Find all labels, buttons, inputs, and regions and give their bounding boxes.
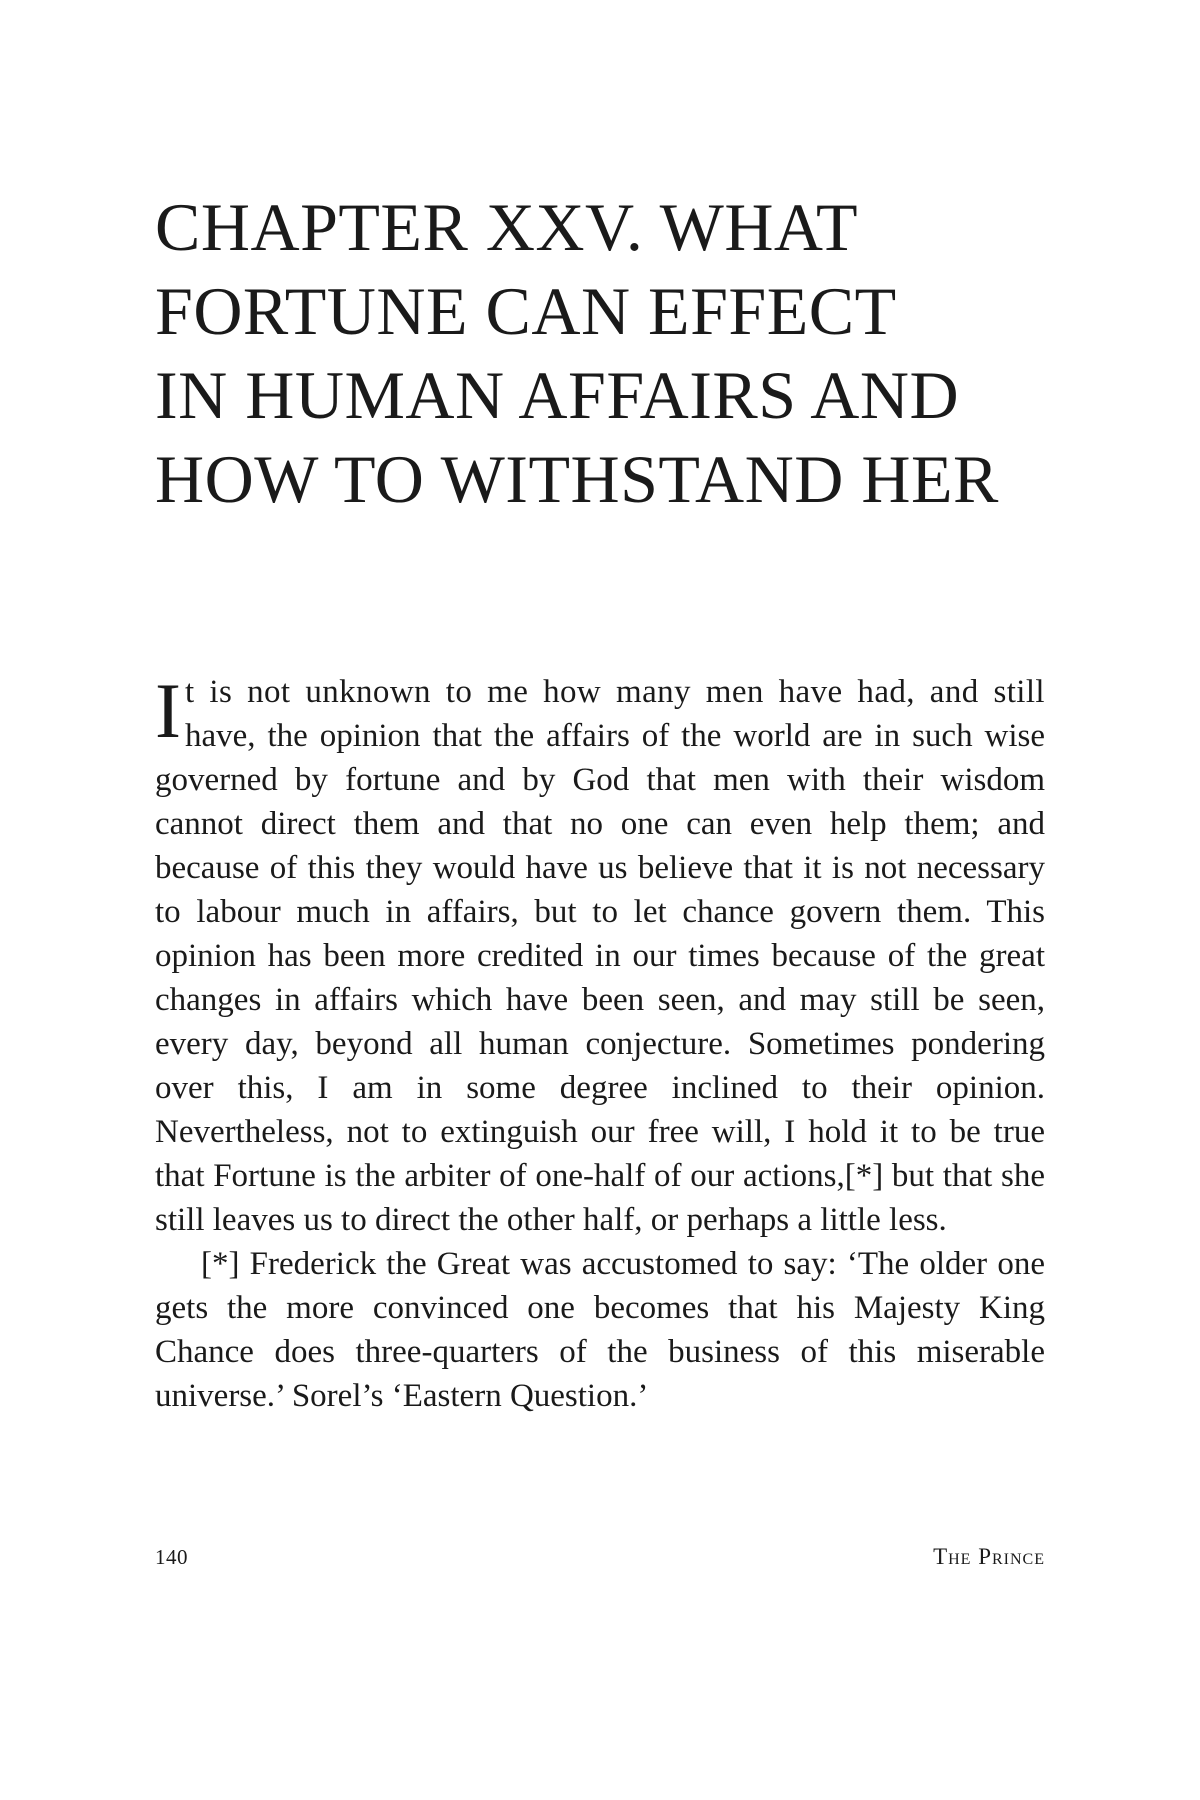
chapter-body: [155, 667, 1045, 1418]
page-footer: [155, 1542, 1045, 1572]
chapter-title-line: HOW TO WITHSTAND HER: [155, 441, 999, 517]
chapter-title-line: IN HUMAN AFFAIRS AND: [155, 357, 960, 433]
paragraph: [155, 667, 1045, 1242]
running-title: The Prince: [933, 1544, 1045, 1569]
footnote-paragraph: [*] Frederick the Great was accustomed to say: ‘The older one gets the more convinced one becomes that his Majesty King Chance does three-quarters of the business of this miserable universe.’ Sorel’s ‘Eastern Question.’: [155, 1246, 1045, 1414]
paragraph-text: t is not unknown to me how many men have had, and still have, the opinion that the affairs of the world are in such wise governed by fortune and by God that men with their wisdom cannot direct them and that no one can even help them; and because of this they would have us believe that it is not necessary to labour much in affairs, but to let chance govern them. This opinion has been more credited in our times because of the great changes in affairs which have been seen, and may still be seen, every day, beyond all human conjecture. Sometimes pondering over this, I am in some degree inclined to their opinion. Nevertheless, not to extinguish our free will, I hold it to be true that Fortune is the arbiter of one-half of our actions,[*] but that she still leaves us to direct the other half, or perhaps a little less.: [155, 674, 1045, 1238]
book-page: [155, 0, 1045, 1800]
chapter-title-line: CHAPTER XXV. WHAT: [155, 189, 859, 265]
drop-cap: I: [155, 667, 181, 754]
page-number: 140: [155, 1545, 188, 1569]
chapter-title-line: FORTUNE CAN EFFECT: [155, 273, 897, 349]
chapter-title: [155, 185, 1045, 521]
